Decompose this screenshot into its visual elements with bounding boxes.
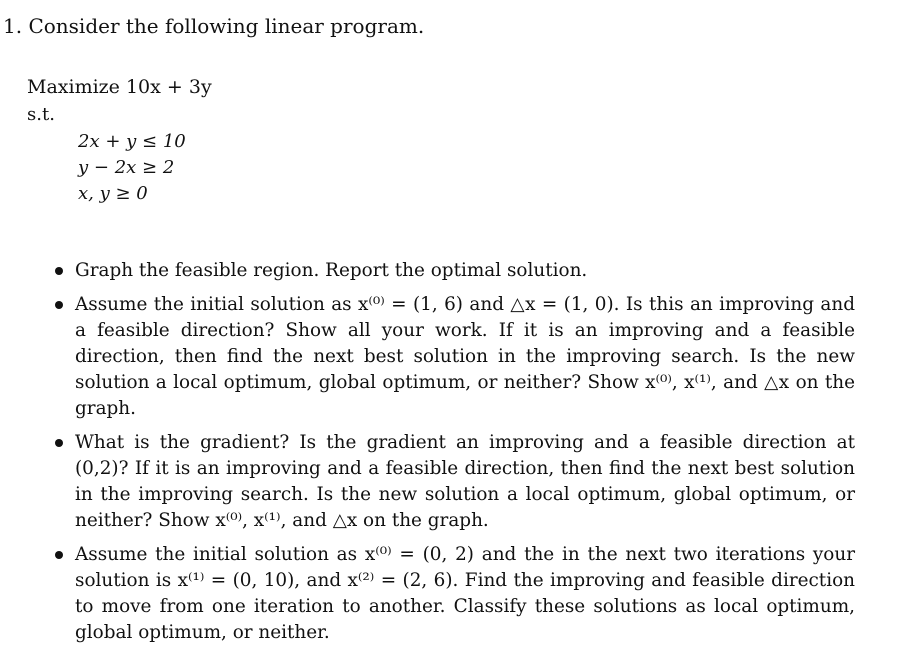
bullet-text: Assume the initial solution as x⁽⁰⁾ = (1, 6) and △x = (1, 0). Is this an improving and a feasible direction? Show all your work. If it is an improving and a feasible direction, then find the next best solution in the improving search. Is the new solution a local optimum, global optimum, or neither? Show x⁽⁰⁾, x⁽¹⁾, and △x on the graph.	[75, 294, 855, 419]
problem-header: 1. Consider the following linear program.	[3, 14, 425, 38]
list-item	[55, 292, 855, 422]
bullet-icon	[55, 267, 63, 275]
bullet-icon	[55, 301, 63, 309]
question-list	[55, 258, 855, 654]
list-item	[55, 430, 855, 534]
bullet-icon	[55, 551, 63, 559]
bullet-text: What is the gradient? Is the gradient an improving and a feasible direction at (0,2)? If it is an improving and a feasible direction, then find the next best solution in the improving search. Is the new solution a local optimum, global optimum, or neither? Show x⁽⁰⁾, x⁽¹⁾, and △x on the graph.	[75, 432, 855, 531]
objective-function: Maximize 10x + 3y	[27, 76, 212, 98]
bullet-text: Assume the initial solution as x⁽⁰⁾ = (0, 2) and the in the next two iterations your solution is x⁽¹⁾ = (0, 10), and x⁽²⁾ = (2, 6). Find the improving and feasible direction to move from one iteration to another. Classify these solutions as local optimum, global optimum, or neither.	[75, 544, 855, 643]
subject-to-label: s.t.	[27, 104, 55, 125]
bullet-text: Graph the feasible region. Report the optimal solution.	[75, 260, 588, 281]
list-item	[55, 542, 855, 646]
constraint-1: 2x + y ≤ 10	[78, 131, 186, 152]
constraint-list	[78, 129, 186, 207]
list-item	[55, 258, 855, 284]
constraint-3: x, y ≥ 0	[78, 183, 148, 204]
constraint-2: y − 2x ≥ 2	[78, 157, 175, 178]
bullet-icon	[55, 439, 63, 447]
